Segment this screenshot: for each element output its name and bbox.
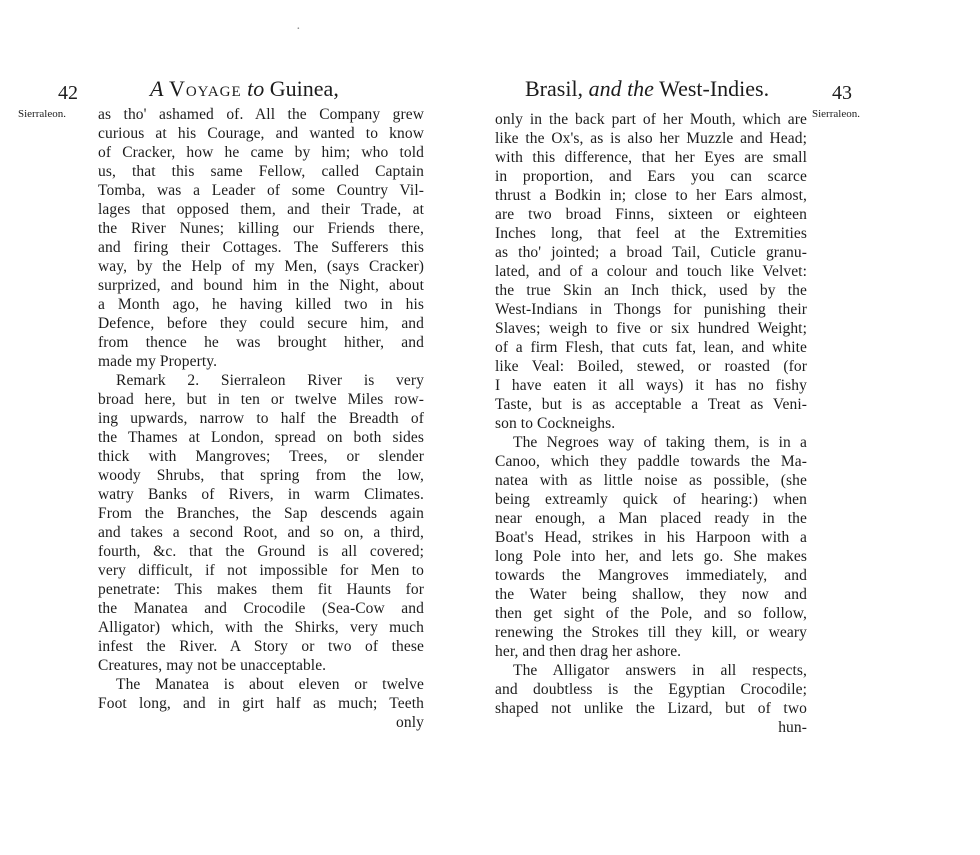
text-line: watry Banks of Rivers, in warm Climates. <box>98 486 424 503</box>
header-place: Guinea, <box>269 76 339 101</box>
text-line: the Thames at London, spread on both sides <box>98 429 424 446</box>
text-line: hun- <box>778 719 807 736</box>
text-line: of Cracker, how he came by him; who told <box>98 144 424 161</box>
header-article: A <box>150 76 164 101</box>
text-line: Tomba, was a Leader of some Country Vil- <box>98 182 424 199</box>
text-line: Defence, before they could secure him, and <box>98 315 424 332</box>
text-line: woody Shrubs, that spring from the low, <box>98 467 424 484</box>
header-and-the: and the <box>588 76 654 101</box>
text-line: as tho' jointed; a broad Tail, Cuticle granu- <box>495 244 807 261</box>
text-line: from thence he was brought hither, and <box>98 334 424 351</box>
page-speck: · <box>296 22 301 37</box>
text-line: ing upwards, narrow to half the Breadth of <box>98 410 424 427</box>
text-line: lages that opposed them, and their Trade, at <box>98 201 424 218</box>
left-page <box>0 0 470 855</box>
text-line: Inches long, that feel at the Extremities <box>495 225 807 242</box>
text-line: thick with Mangroves; Trees, or slender <box>98 448 424 465</box>
text-line: long Pole into her, and lets go. She makes <box>495 548 807 565</box>
text-line: shaped not unlike the Lizard, but of two <box>495 700 807 717</box>
text-line: made my Property. <box>98 353 218 370</box>
header-west-indies: West-Indies. <box>659 76 770 101</box>
text-line: Foot long, and in girt half as much; Teeth <box>98 695 424 712</box>
text-line: of a firm Flesh, that cuts fat, lean, and white <box>495 339 807 356</box>
text-line: West-Indians in Thongs for punishing their <box>495 301 807 318</box>
text-line: I have eaten it all ways) it has no fishy <box>495 377 807 394</box>
text-line: towards the Mangroves immediately, and <box>495 567 807 584</box>
text-line: way, by the Help of my Men, (says Cracker) <box>98 258 424 275</box>
text-line: her, and then drag her ashore. <box>495 643 682 660</box>
text-line: curious at his Courage, and wanted to know <box>98 125 424 142</box>
text-line: us, that this same Fellow, called Captain <box>98 163 424 180</box>
text-line: natea with as little noise as possible, (she <box>495 472 807 489</box>
running-header <box>150 76 339 102</box>
running-header <box>525 76 769 102</box>
text-line: From the Branches, the Sap descends again <box>98 505 424 522</box>
text-line: Alligator) which, with the Shirks, very much <box>98 619 424 636</box>
text-line: with this difference, that her Eyes are small <box>495 149 807 166</box>
text-line: the River Nunes; killing our Friends there, <box>98 220 424 237</box>
text-line: like the Ox's, as is also her Muzzle and Head; <box>495 130 807 147</box>
text-line: Remark 2. Sierraleon River is very <box>116 372 424 389</box>
text-line: The Alligator answers in all respects, <box>513 662 807 679</box>
text-line: son to Cockneighs. <box>495 415 616 432</box>
text-line: and takes a second Root, and so on, a third, <box>98 524 424 541</box>
text-line: Creatures, may not be unacceptable. <box>98 657 327 674</box>
header-voyage: Voyage <box>168 76 242 101</box>
text-line: penetrate: This makes them fit Haunts for <box>98 581 424 598</box>
text-line: Boat's Head, strikes in his Harpoon with a <box>495 529 807 546</box>
text-line: infest the River. A Story or two of these <box>98 638 424 655</box>
text-line: renewing the Strokes till they kill, or weary <box>495 624 807 641</box>
page-number: 43 <box>832 82 852 104</box>
header-to: to <box>247 76 265 101</box>
text-line: broad here, but in ten or twelve Miles row- <box>98 391 424 408</box>
text-line: the Water being shallow, they now and <box>495 586 807 603</box>
text-line: only <box>396 714 424 731</box>
text-line: The Negroes way of taking them, is in a <box>513 434 807 451</box>
text-line: being extreamly quick of hearing:) when <box>495 491 807 508</box>
text-line: only in the back part of her Mouth, which are <box>495 111 807 128</box>
text-line: are two broad Finns, sixteen or eighteen <box>495 206 807 223</box>
text-line: The Manatea is about eleven or twelve <box>116 676 424 693</box>
text-line: lated, and of a colour and touch like Velvet: <box>495 263 807 280</box>
text-line: Canoo, which they paddle towards the Ma- <box>495 453 807 470</box>
text-line: very difficult, if not impossible for Men to <box>98 562 424 579</box>
right-page <box>480 0 980 855</box>
text-line: a Month ago, he having killed two in his <box>98 296 424 313</box>
text-line: and firing their Cottages. The Sufferers this <box>98 239 424 256</box>
text-line: as tho' ashamed of. All the Company grew <box>98 106 424 123</box>
text-line: the true Skin an Inch thick, used by the <box>495 282 807 299</box>
header-brasil: Brasil, <box>525 76 584 101</box>
text-line: Slaves; weigh to five or six hundred Weight; <box>495 320 807 337</box>
text-line: and doubtless is the Egyptian Crocodile; <box>495 681 807 698</box>
text-line: fourth, &c. that the Ground is all covered; <box>98 543 424 560</box>
margin-note: Sierraleon. <box>18 108 66 120</box>
page-number: 42 <box>58 82 78 104</box>
text-line: near enough, a Man placed ready in the <box>495 510 807 527</box>
right-body-text <box>495 110 807 737</box>
text-line: thrust a Bodkin in; close to her Ears almost, <box>495 187 807 204</box>
text-line: Taste, but is as acceptable a Treat as Veni- <box>495 396 807 413</box>
text-line: the Manatea and Crocodile (Sea-Cow and <box>98 600 424 617</box>
margin-note: Sierraleon. <box>812 108 860 120</box>
left-body-text <box>98 105 424 732</box>
text-line: in proportion, and Ears you can scarce <box>495 168 807 185</box>
text-line: then get sight of the Pole, and so follow, <box>495 605 807 622</box>
text-line: like Veal: Boiled, stewed, or roasted (for <box>495 358 807 375</box>
text-line: surprized, and bound him in the Night, about <box>98 277 424 294</box>
